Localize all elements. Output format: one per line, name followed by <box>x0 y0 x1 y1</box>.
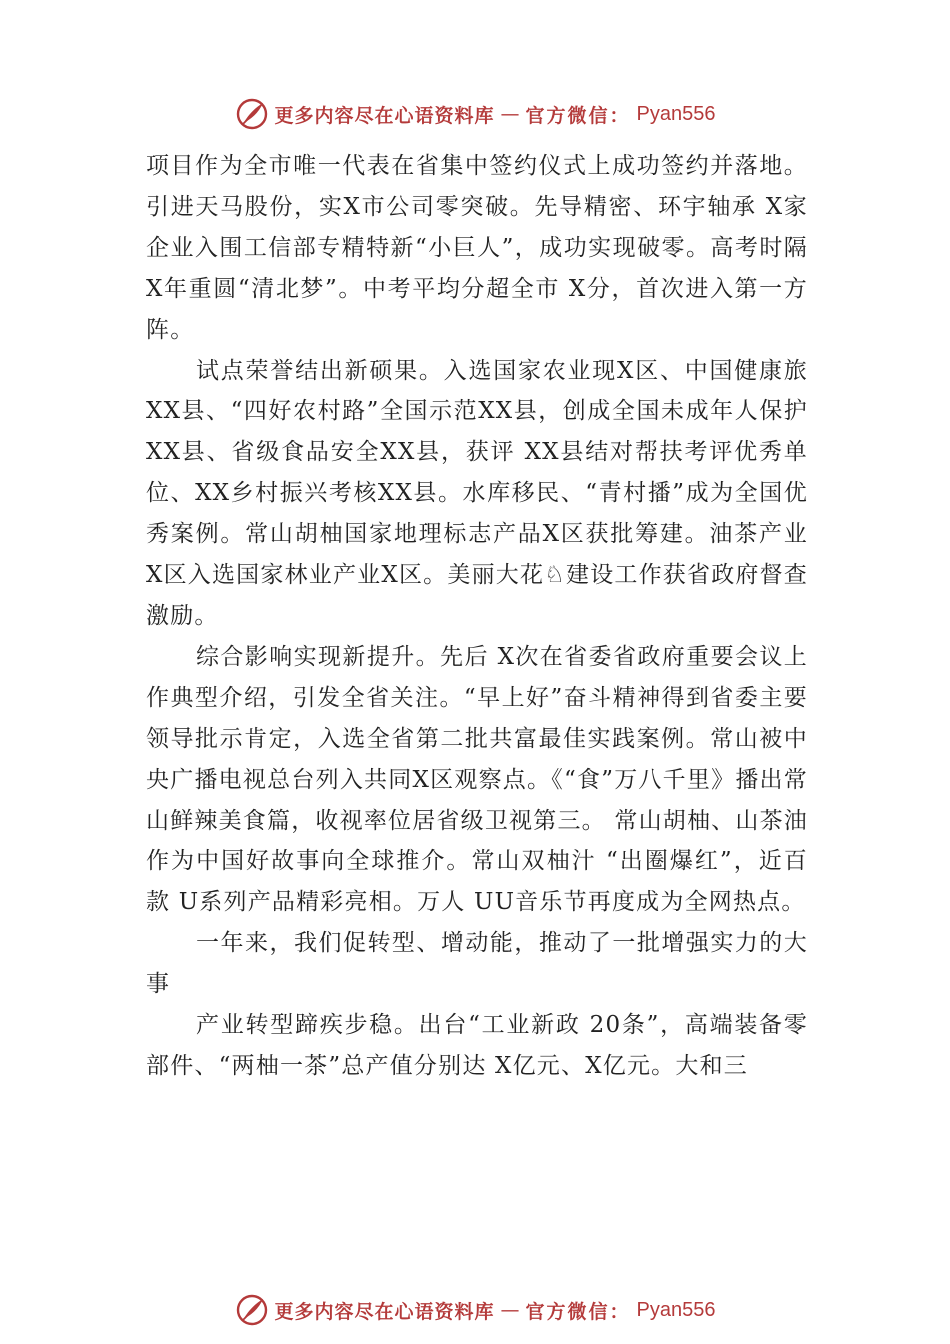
header-banner <box>0 94 950 134</box>
footer-banner-content <box>235 1293 716 1327</box>
feather-quill-logo-icon <box>235 97 269 131</box>
header-banner-content <box>235 97 716 131</box>
header-wechat-id: Pyan556 <box>636 102 716 125</box>
header-banner-separator: — <box>500 103 520 125</box>
footer-banner <box>0 1290 950 1330</box>
paragraph-3: 综合影响实现新提升。先后 X次在省委省政府重要会议上作典型介绍，引发全省关注。“早上好”奋斗精神得到省委主要领导批示肯定，入选全省第二批共富最佳实践案例。常山被中央广播电视总台列入共同X区观察点。《“食”万八千里》播出常山鲜辣美食篇，收视率位居省级卫视第三。 常山胡柚、山茶油作为中国好故事向全球推介。常山双柚汁 “出圈爆红”，近百款 U系列产品精彩亮相。万人 UU音乐节再度成为全网热点。 <box>146 643 808 916</box>
paragraph-5: 产业转型蹄疾步稳。出台“工业新政 20条”，高端装备零部件、“两柚一茶”总产值分别达 X亿元、X亿元。大和三 <box>146 1012 808 1079</box>
document-body <box>146 146 808 1087</box>
paragraph-2: 试点荣誉结出新硕果。入选国家农业现X区、中国健康旅XX县、“四好农村路”全国示范XX县，创成全国未成年人保护XX县、省级食品安全XX县，获评 XX县结对帮扶考评优秀单位、XX乡村振兴考核XX县。水库移民、“青村播”成为全国优秀案例。常山胡柚国家地理标志产品X区获批筹建。油茶产业X区入选国家林业产业X区。美丽大花♘建设工作获省政府督查激励。 <box>146 357 808 629</box>
footer-banner-text: 更多内容尽在心语资料库 <box>274 1300 495 1323</box>
paragraph-4: 一年来，我们促转型、增动能，推动了一批增强实力的大事 <box>146 930 808 998</box>
paragraph-1: 项目作为全市唯一代表在省集中签约仪式上成功签约并落地。引进天马股份，实X市公司零突破。先导精密、环宇轴承 X家企业入围工信部专精特新“小巨人”，成功实现破零。高考时隔 X年重圆“清北梦”。中考平均分超全市 X分，首次进入第一方阵。 <box>146 153 808 343</box>
header-wechat-label: 官方微信： <box>525 104 631 127</box>
footer-wechat-label: 官方微信： <box>525 1300 631 1323</box>
footer-wechat-id: Pyan556 <box>636 1298 716 1321</box>
feather-quill-logo-icon <box>235 1293 269 1327</box>
footer-banner-separator: — <box>500 1299 520 1321</box>
header-banner-text: 更多内容尽在心语资料库 <box>274 104 495 127</box>
